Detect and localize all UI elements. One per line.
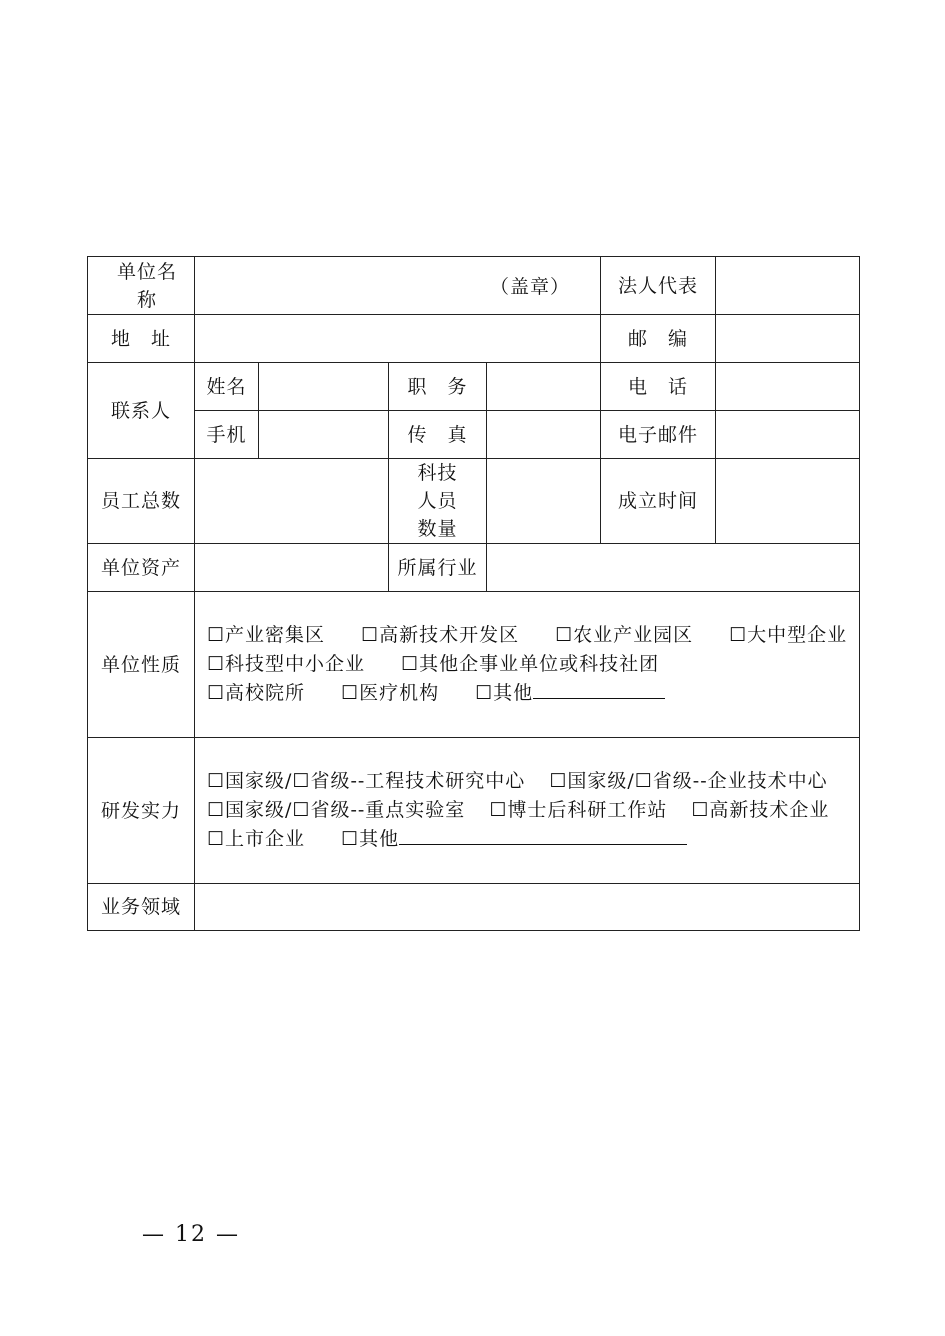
contact-position-field[interactable] (487, 363, 601, 411)
rnd-option-other[interactable]: ☐其他 (341, 828, 400, 851)
employees-label: 员工总数 (88, 459, 195, 544)
nature-option-industrial-cluster[interactable]: ☐产业密集区 (207, 624, 326, 647)
nature-label: 单位性质 (88, 592, 195, 738)
founded-label: 成立时间 (601, 459, 716, 544)
rnd-option-eng-center[interactable]: ☐国家级/☐省级--工程技术研究中心 (207, 770, 526, 793)
postcode-label: 邮 编 (601, 315, 716, 363)
rnd-option-listed[interactable]: ☐上市企业 (207, 828, 306, 851)
address-field[interactable] (195, 315, 601, 363)
rnd-option-high-tech[interactable]: ☐高新技术企业 (691, 798, 830, 821)
contact-mobile-field[interactable] (259, 411, 389, 459)
unit-name-label: 单位名称 (88, 257, 195, 315)
contact-email-label: 电子邮件 (601, 411, 716, 459)
contact-fax-field[interactable] (487, 411, 601, 459)
contact-name-field[interactable] (259, 363, 389, 411)
nature-option-high-tech-zone[interactable]: ☐高新技术开发区 (361, 624, 520, 647)
rnd-label: 研发实力 (88, 738, 195, 884)
rnd-option-key-lab[interactable]: ☐国家级/☐省级--重点实验室 (207, 798, 466, 821)
nature-option-other-institution[interactable]: ☐其他企事业单位或科技社团 (401, 652, 660, 675)
nature-option-other[interactable]: ☐其他 (475, 682, 534, 705)
legal-rep-field[interactable] (716, 257, 860, 315)
rnd-option-tech-center[interactable]: ☐国家级/☐省级--企业技术中心 (549, 770, 828, 793)
contact-mobile-label: 手机 (195, 411, 259, 459)
seal-note: （盖章） (490, 276, 571, 298)
rnd-option-postdoc[interactable]: ☐博士后科研工作站 (489, 798, 668, 821)
assets-label: 单位资产 (88, 544, 195, 592)
nature-option-large-enterprise[interactable]: ☐大中型企业 (729, 624, 848, 647)
page-number: — 12 — (142, 1222, 240, 1247)
unit-name-field[interactable] (195, 257, 601, 315)
business-label: 业务领域 (88, 884, 195, 931)
contact-fax-label: 传 真 (389, 411, 487, 459)
nature-option-agri-park[interactable]: ☐农业产业园区 (555, 624, 694, 647)
address-label: 地 址 (88, 315, 195, 363)
legal-rep-label: 法人代表 (601, 257, 716, 315)
nature-other-blank[interactable] (533, 678, 665, 699)
rnd-options (195, 738, 860, 884)
tech-staff-label: 科技人员数量 (389, 459, 487, 544)
nature-option-medical[interactable]: ☐医疗机构 (341, 682, 440, 705)
founded-field[interactable] (716, 459, 860, 544)
assets-field[interactable] (195, 544, 389, 592)
tech-staff-field[interactable] (487, 459, 601, 544)
nature-options (195, 592, 860, 738)
contact-position-label: 职 务 (389, 363, 487, 411)
nature-option-university[interactable]: ☐高校院所 (207, 682, 306, 705)
contact-phone-field[interactable] (716, 363, 860, 411)
contact-label: 联系人 (88, 363, 195, 459)
postcode-field[interactable] (716, 315, 860, 363)
contact-name-label: 姓名 (195, 363, 259, 411)
nature-option-tech-sme[interactable]: ☐科技型中小企业 (207, 652, 366, 675)
industry-label: 所属行业 (389, 544, 487, 592)
business-field[interactable] (195, 884, 860, 931)
rnd-other-blank[interactable] (399, 824, 687, 845)
registration-form-table (87, 256, 860, 931)
contact-email-field[interactable] (716, 411, 860, 459)
employees-field[interactable] (195, 459, 389, 544)
contact-phone-label: 电 话 (601, 363, 716, 411)
industry-field[interactable] (487, 544, 860, 592)
